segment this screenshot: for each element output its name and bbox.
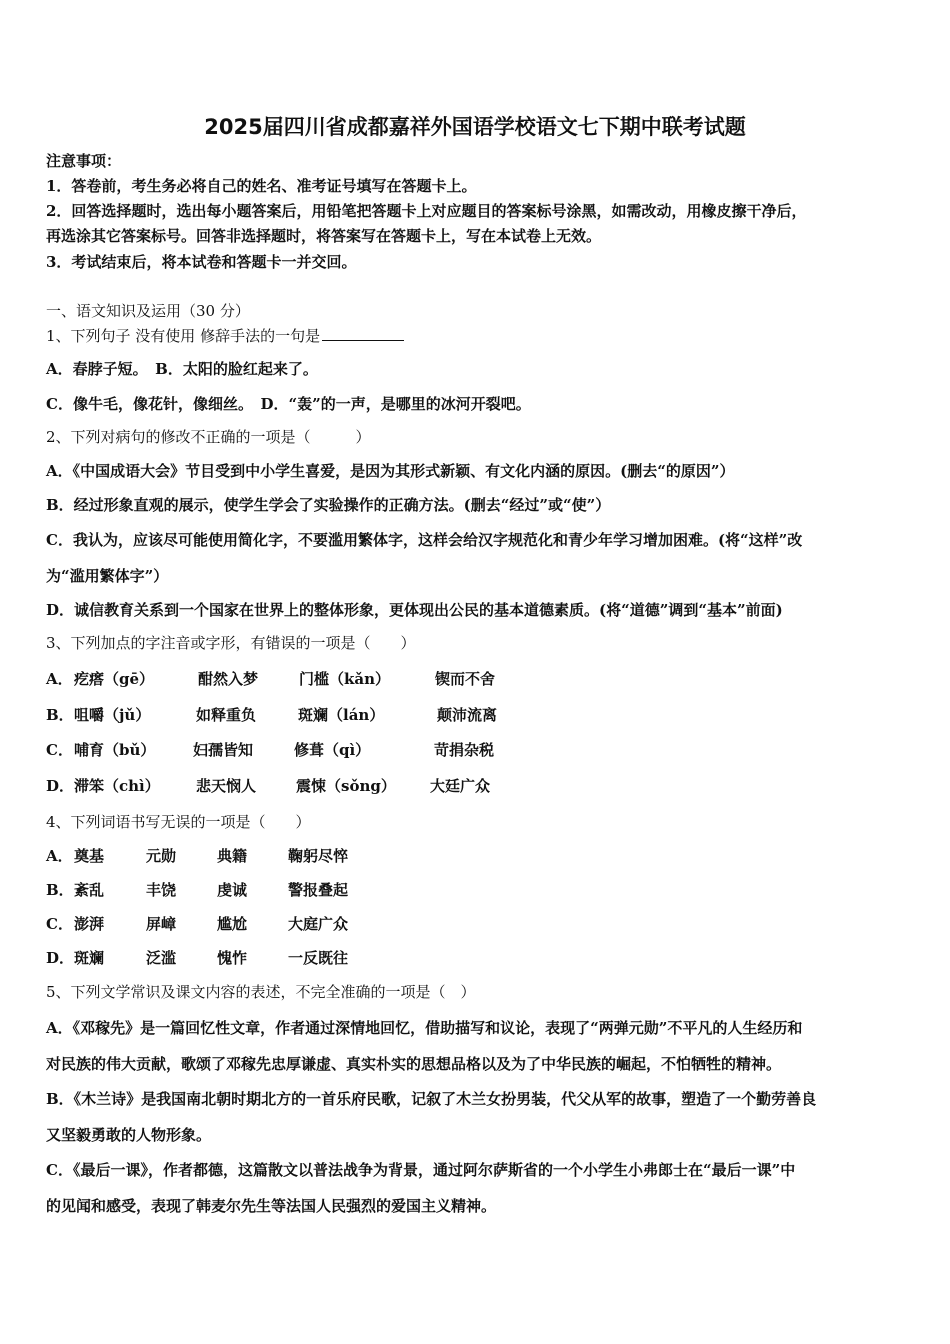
option-word: 斑斓 — [74, 949, 105, 967]
notice-item-3: 3．考试结束后，将本试卷和答题卡一并交回。 — [46, 253, 357, 271]
option-word: 斑斓（lán） — [298, 706, 385, 724]
option-word: 如释重负 — [196, 706, 257, 724]
option-word: 元勋 — [146, 847, 177, 865]
question-4-option-d — [46, 948, 646, 968]
option-word: 门槛（kǎn） — [299, 670, 391, 688]
option-word: 酣然入梦 — [198, 670, 259, 688]
option-word: 大廷广众 — [430, 777, 491, 795]
option-word: 奠基 — [74, 847, 105, 865]
question-2-option-d: D．诚信教育关系到一个国家在世界上的整体形象，更体现出公民的基本道德素质。(将“道德”调到“基本”前面) — [46, 601, 783, 619]
question-2-option-c-cont: 为“滥用繁体字”） — [46, 567, 169, 585]
option-word: 愧怍 — [217, 949, 248, 967]
question-4-option-b — [46, 880, 646, 900]
question-2-stem: 2、下列对病句的修改不正确的一项是（ ） — [46, 428, 371, 446]
question-4-stem: 4、下列词语书写无误的一项是（ ） — [46, 813, 311, 831]
option-word: 修葺（qì） — [294, 741, 371, 759]
option-label: B． — [46, 706, 74, 724]
option-word: 一反既往 — [288, 949, 349, 967]
question-1-options-cd: C．像牛毛，像花针，像细丝。 D．“轰”的一声，是哪里的冰河开裂吧。 — [46, 395, 531, 413]
option-word: 锲而不舍 — [435, 670, 496, 688]
option-word: 典籍 — [217, 847, 248, 865]
notice-item-2-cont: 再选涂其它答案标号。回答非选择题时，将答案写在答题卡上，写在本试卷上无效。 — [46, 227, 602, 245]
option-word: 滞笨（chì） — [74, 777, 160, 795]
question-3-option-a — [46, 669, 646, 689]
question-3-option-b — [46, 705, 646, 725]
option-word: 咀嚼（jǔ） — [74, 706, 151, 724]
notice-item-2: 2．回答选择题时，选出每小题答案后，用铅笔把答题卡上对应题目的答案标号涂黑，如需改动，用橡皮擦干净后， — [46, 202, 807, 220]
option-word: 颠沛流离 — [437, 706, 498, 724]
option-label: D． — [46, 949, 75, 967]
question-3-option-c — [46, 740, 646, 760]
option-word: 鞠躬尽悴 — [288, 847, 349, 865]
option-word: 妇孺皆知 — [193, 741, 254, 759]
question-5-option-c-cont: 的见闻和感受，表现了韩麦尔先生等法国人民强烈的爱国主义精神。 — [46, 1197, 497, 1215]
question-5-option-b-cont: 又坚毅勇敢的人物形象。 — [46, 1126, 212, 1144]
option-word: 苛捐杂税 — [434, 741, 495, 759]
option-word: 哺育（bǔ） — [74, 741, 156, 759]
question-4-option-c — [46, 914, 646, 934]
question-5-stem: 5、下列文学常识及课文内容的表述，不完全准确的一项是（ ） — [46, 983, 476, 1001]
question-5-option-b: B．《木兰诗》是我国南北朝时期北方的一首乐府民歌，记叙了木兰女扮男装，代父从军的故事，塑造了一个勤劳善良 — [46, 1090, 817, 1108]
option-word: 尴尬 — [217, 915, 248, 933]
option-word: 大庭广众 — [288, 915, 349, 933]
option-label: C． — [46, 915, 73, 933]
question-2-option-b: B．经过形象直观的展示，使学生学会了实验操作的正确方法。(删去“经过”或“使”） — [46, 496, 611, 514]
question-2-option-a: A．《中国成语大会》节目受到中小学生喜爱，是因为其形式新颖、有文化内涵的原因。(删去“的原因”） — [46, 462, 735, 480]
answer-blank — [322, 326, 404, 341]
question-2-option-c: C．我认为，应该尽可能使用简化字，不要滥用繁体字，这样会给汉字规范化和青少年学习增加困难。(将“这样”改 — [46, 531, 803, 549]
notice-item-1: 1．答卷前，考生务必将自己的姓名、准考证号填写在答题卡上。 — [46, 177, 477, 195]
notice-heading: 注意事项： — [46, 152, 122, 170]
question-3-stem: 3、下列加点的字注音或字形，有错误的一项是（ ） — [46, 634, 416, 652]
option-label: C． — [46, 741, 73, 759]
option-label: A． — [46, 670, 73, 688]
option-label: B． — [46, 881, 74, 899]
option-label: D． — [46, 777, 75, 795]
option-word: 丰饶 — [146, 881, 177, 899]
question-5-option-a: A．《邓稼先》是一篇回忆性文章，作者通过深情地回忆，借助描写和议论，表现了“两弹元勋”不平凡的人生经历和 — [46, 1019, 803, 1037]
question-1-options-ab: A．春脖子短。 B．太阳的脸红起来了。 — [46, 360, 318, 378]
page-title: 2025届四川省成都嘉祥外国语学校语文七下期中联考试题 — [204, 115, 746, 139]
option-word: 警报叠起 — [288, 881, 349, 899]
option-word: 紊乱 — [74, 881, 105, 899]
option-word: 屏嶂 — [146, 915, 177, 933]
option-word: 震悚（sǒng） — [296, 777, 396, 795]
option-word: 悲天悯人 — [196, 777, 257, 795]
option-word: 澎湃 — [74, 915, 105, 933]
option-word: 泛滥 — [146, 949, 177, 967]
option-word: 虔诚 — [217, 881, 248, 899]
question-5-option-a-cont: 对民族的伟大贡献，歌颂了邓稼先忠厚谦虚、真实朴实的思想品格以及为了中华民族的崛起，不怕牺牲的精神。 — [46, 1055, 782, 1073]
question-1-stem — [46, 326, 404, 346]
question-5-option-c: C．《最后一课》，作者都德，这篇散文以普法战争为背景，通过阿尔萨斯省的一个小学生小弗郎士在“最后一课”中 — [46, 1161, 796, 1179]
question-3-option-d — [46, 776, 646, 796]
option-word: 疙瘩（gē） — [74, 670, 155, 688]
question-1-text: 1、下列句子 没有使用 修辞手法的一句是 — [46, 327, 321, 345]
section-heading: 一、语文知识及运用（30 分） — [46, 302, 250, 320]
question-4-option-a — [46, 846, 646, 866]
option-label: A． — [46, 847, 73, 865]
